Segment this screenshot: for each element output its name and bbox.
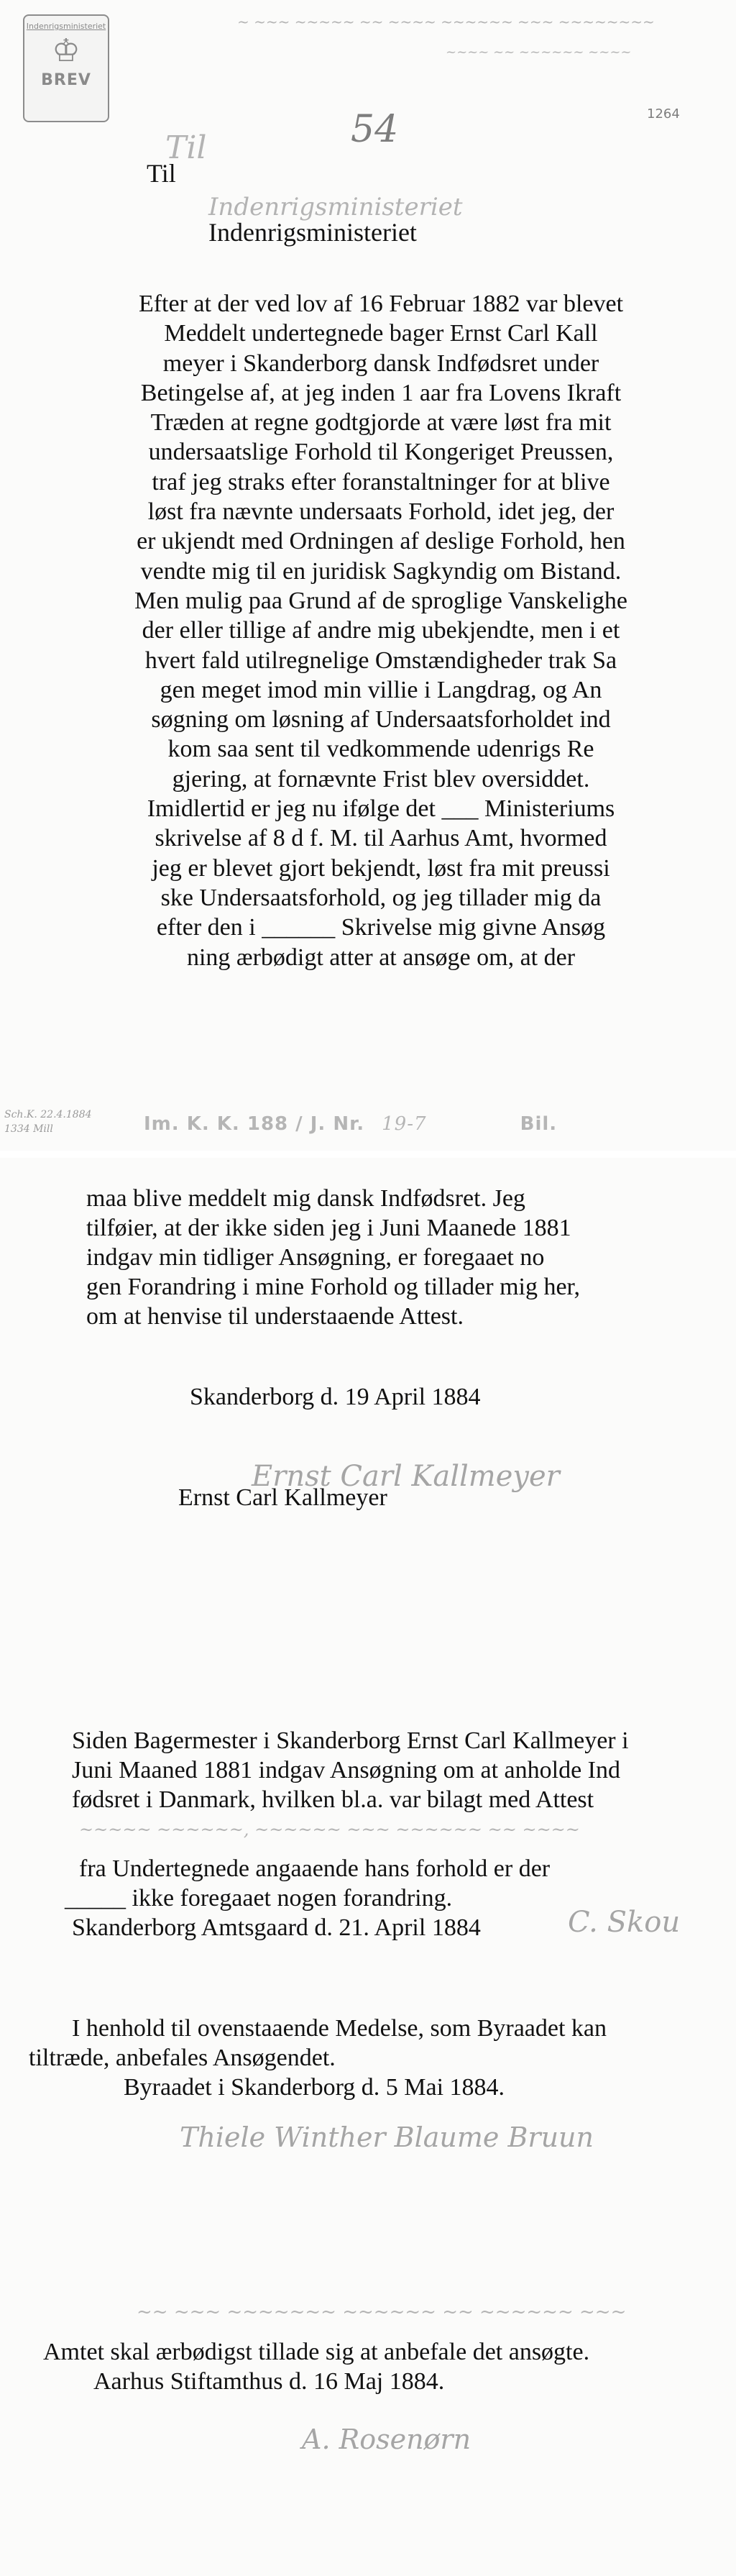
attest-line: _____ ikke foregaaet nogen forandring.	[65, 1885, 453, 1912]
byraad-line: I henhold til ovenstaaende Medelse, som Byraadet kan	[72, 2015, 607, 2042]
corner-number: 1264	[647, 106, 680, 122]
typed-signature: Ernst Carl Kallmeyer	[178, 1484, 387, 1511]
continuation-line: indgav min tidliger Ansøgning, er foregaaet no	[86, 1244, 545, 1271]
amt-line: Amtet skal ærbødigst tillade sig at anbefale det ansøgte.	[43, 2339, 590, 2365]
letter-line: gjering, at fornævnte Frist blev oversiddet.	[172, 765, 590, 793]
side-note-line: 1334 Mill	[4, 1123, 53, 1135]
folio-number: 54	[351, 108, 399, 151]
signature-scribble: Ernst Carl Kallmeyer	[252, 1460, 560, 1493]
faint-amt-scribble: ~~ ~~~ ~~~~~~~ ~~~~~~ ~~ ~~~~~~ ~~~	[137, 2301, 627, 2323]
crown-crest-icon: ♔	[52, 32, 80, 69]
letter-line: hvert fald utilregnelige Omstændigheder trak Sa	[144, 647, 617, 674]
letter-line: undersaatslige Forhold til Kongeriget Preussen,	[148, 439, 614, 466]
attest-line: fra Undertegnede angaaende hans forhold er der	[79, 1855, 551, 1882]
registry-number: 19-7	[382, 1113, 427, 1135]
letter-line: er ukjendt med Ordningen af deslige Forhold, hen	[137, 528, 625, 555]
letter-line: Betingelse af, at jeg inden 1 aar fra Lovens Ikraft	[140, 379, 622, 406]
letter-line: der eller tillige af andre mig ubekjendte, men i et	[142, 617, 620, 644]
letter-line: jeg er blevet gjort bekjendt, løst fra mit preussi	[152, 854, 610, 882]
attest-signer-scribble: C. Skou	[568, 1906, 681, 1939]
byraad-signatures-scribble: Thiele Winther Blaume Bruun	[180, 2121, 594, 2153]
letter-line: Imidlertid er jeg nu ifølge det ___ Ministeriums	[147, 795, 615, 823]
registry-side-note	[4, 1107, 92, 1136]
letter-page-2	[0, 1158, 736, 2576]
attest-line: Juni Maaned 1881 indgav Ansøgning om at anholde Ind	[72, 1757, 621, 1783]
bil-label: Bil.	[520, 1113, 558, 1135]
amt-line: Aarhus Stiftamthus d. 16 Maj 1884.	[93, 2368, 445, 2395]
letter-line: søgning om løsning af Undersaatsforholdet ind	[151, 706, 611, 734]
letter-line: Meddelt undertegnede bager Ernst Carl Kall	[164, 320, 598, 347]
letter-line: gen meget imod min villie i Langdrag, og An	[160, 676, 602, 703]
ministry-stamp	[23, 14, 109, 122]
letter-line: vendte mig til en juridisk Sagkyndig om Bistand.	[140, 557, 622, 585]
letter-line: Efter at der ved lov af 16 Februar 1882 var blevet	[138, 291, 624, 317]
letter-line: Træden at regne godtgjorde at være løst fra mit	[150, 409, 612, 437]
faint-header-scribble-2: ~~~~ ~~ ~~~~~~ ~~~~	[446, 45, 632, 60]
attest-line: Siden Bagermester i Skanderborg Ernst Carl Kallmeyer i	[72, 1727, 629, 1754]
letter-line: traf jeg straks efter foranstaltninger for at blive	[152, 468, 610, 495]
letter-line: skrivelse af 8 d f. M. til Aarhus Amt, hvormed	[155, 825, 607, 852]
byraad-line: Byraadet i Skanderborg d. 5 Mai 1884.	[124, 2074, 505, 2101]
letter-line: ske Undersaatsforhold, og jeg tillader mig da	[160, 884, 602, 911]
faint-header-scribble: ~ ~~~ ~~~~~ ~~ ~~~~ ~~~~~~ ~~~ ~~~~~~~~	[237, 13, 655, 30]
letter-line: kom saa sent til vedkommende udenrigs Re	[167, 736, 594, 763]
letter-line: efter den i ______ Skrivelse mig givne Ansøg	[156, 914, 606, 941]
continuation-line: maa blive meddelt mig dansk Indfødsret. Jeg	[86, 1185, 525, 1212]
attest-line: Skanderborg Amtsgaard d. 21. April 1884	[72, 1914, 481, 1941]
letter-line: Men mulig paa Grund af de sproglige Vanskelighe	[134, 587, 627, 614]
registry-stamp-line	[144, 1113, 557, 1135]
registry-label: Im. K. K. 188 / J. Nr.	[144, 1113, 365, 1135]
continuation-line: om at henvise til understaaende Attest.	[86, 1303, 464, 1330]
stamp-title: Indenrigsministeriet	[26, 22, 106, 31]
letter-body	[72, 289, 690, 972]
continuation-line: tilføier, at der ikke siden jeg i Juni Maanede 1881	[86, 1215, 571, 1241]
letter-line: løst fra nævnte undersaats Forhold, idet jeg, der	[147, 498, 615, 526]
attest-line: fødsret i Danmark, hvilken bl.a. var bilagt med Attest	[72, 1786, 594, 1813]
side-note-line: Sch.K. 22.4.1884	[4, 1109, 92, 1120]
letter-page-1	[0, 0, 736, 1151]
letter-line: ning ærbødigt atter at ansøge om, at der	[186, 944, 576, 971]
letter-line: meyer i Skanderborg dansk Indfødsret under	[162, 350, 599, 377]
continuation-line: gen Forandring i mine Forhold og tillader mig her,	[86, 1274, 581, 1300]
byraad-line: tiltræde, anbefales Ansøgendet.	[29, 2045, 336, 2071]
amt-signer-scribble: A. Rosenørn	[302, 2424, 472, 2455]
recipient: Indenrigsministeriet	[208, 218, 417, 247]
faint-flourish: Til	[165, 129, 207, 166]
faint-attest-scribble: ~~~~~ ~~~~~~, ~~~~~~ ~~~ ~~~~~~ ~~ ~~~~	[79, 1819, 580, 1840]
to-label: Til	[147, 159, 176, 188]
faint-recipient-script: Indenrigsministeriet	[208, 193, 463, 221]
place-date: Skanderborg d. 19 April 1884	[190, 1384, 481, 1410]
stamp-label: BREV	[41, 71, 91, 89]
